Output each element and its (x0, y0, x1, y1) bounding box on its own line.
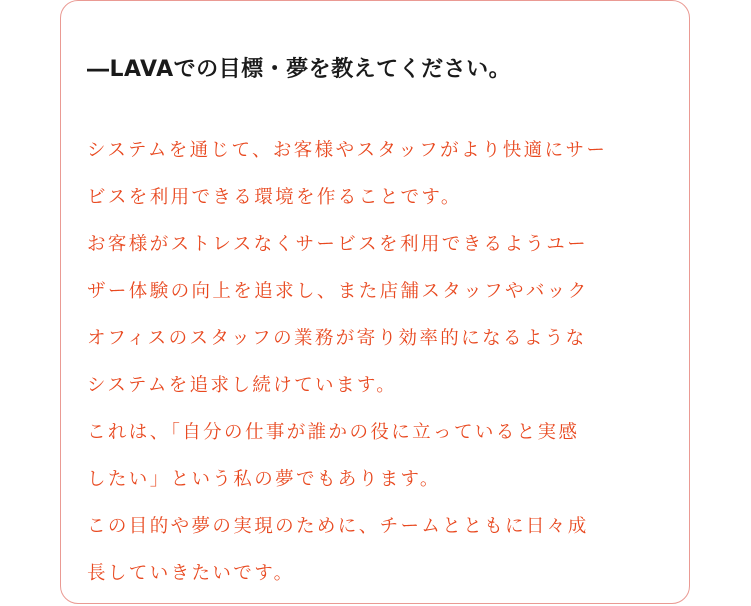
answer-line: オフィスのスタッフの業務が寄り効率的になるような (87, 328, 587, 349)
interview-card (60, 0, 690, 604)
answer-line: 長していきたいです。 (87, 563, 295, 584)
answer-line: したい」という私の夢でもあります。 (87, 469, 441, 490)
answer-line: ビスを利用できる環境を作ることです。 (87, 187, 462, 208)
question-heading: ―LAVAでの目標・夢を教えてください。 (87, 57, 512, 82)
answer-text (87, 127, 667, 597)
answer-line: ザー体験の向上を追求し、また店舗スタッフやバック (87, 281, 589, 302)
answer-line: これは、「自分の仕事が誰かの役に立っていると実感 (87, 422, 580, 443)
answer-line: お客様がストレスなくサービスを利用できるようユー (87, 234, 589, 255)
answer-line: システムを通じて、お客様やスタッフがより快適にサー (87, 140, 608, 161)
answer-line: システムを追求し続けています。 (87, 375, 398, 396)
answer-line: この目的や夢の実現のために、チームとともに日々成 (87, 516, 589, 537)
